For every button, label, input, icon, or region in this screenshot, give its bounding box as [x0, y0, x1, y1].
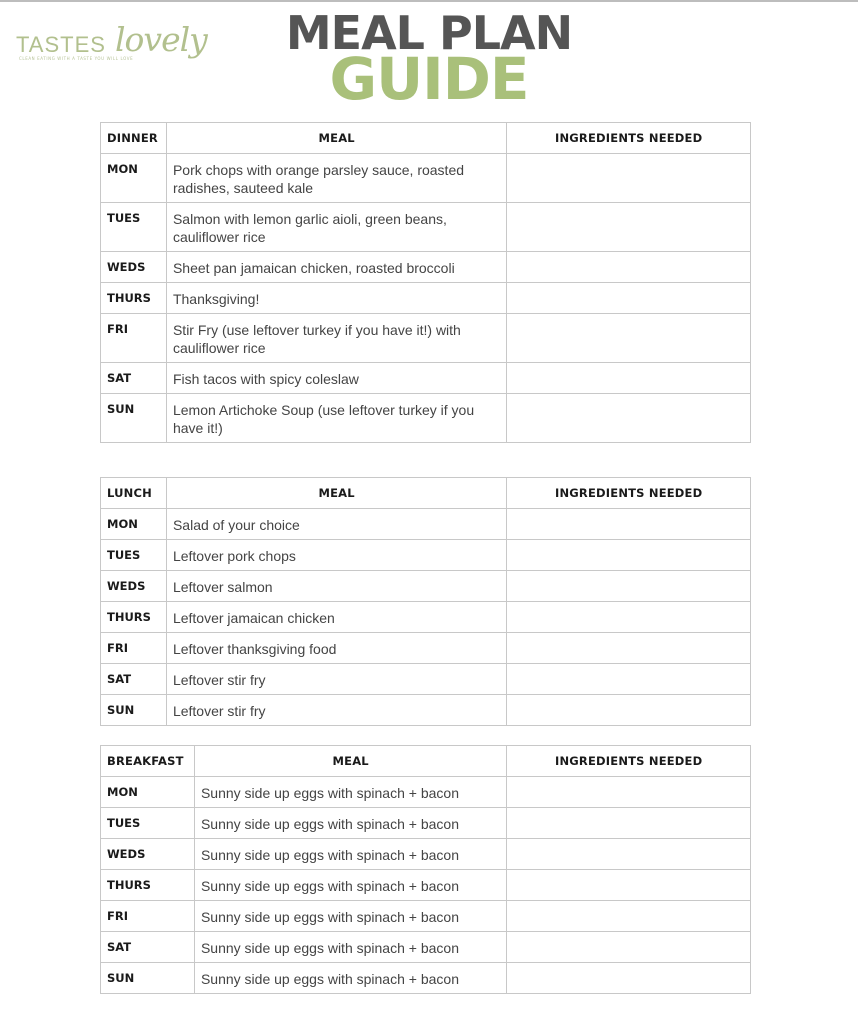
meal-column-header: MEAL — [194, 746, 506, 777]
meal-cell: Sunny side up eggs with spinach + bacon — [194, 963, 506, 994]
day-cell: FRI — [101, 633, 167, 664]
logo-tagline: CLEAN EATING WITH A TASTE YOU WILL LOVE — [19, 56, 134, 61]
table-row — [101, 203, 751, 252]
dinner-table-body — [101, 154, 751, 443]
table-row — [101, 314, 751, 363]
ingredients-cell[interactable] — [507, 509, 751, 540]
ingredients-cell[interactable] — [507, 664, 751, 695]
day-cell: TUES — [101, 808, 195, 839]
lunch-section-label: LUNCH — [101, 478, 167, 509]
meal-cell: Sheet pan jamaican chicken, roasted broccoli — [166, 252, 506, 283]
ingredients-cell[interactable] — [507, 283, 751, 314]
table-row — [101, 695, 751, 726]
ingredients-cell[interactable] — [507, 394, 751, 443]
breakfast-table-body — [101, 777, 751, 994]
day-cell: WEDS — [101, 839, 195, 870]
day-cell: THURS — [101, 870, 195, 901]
day-cell: FRI — [101, 901, 195, 932]
ingredients-cell[interactable] — [507, 808, 751, 839]
meal-cell: Leftover stir fry — [166, 664, 506, 695]
day-cell: TUES — [101, 540, 167, 571]
table-row — [101, 154, 751, 203]
table-row — [101, 839, 751, 870]
day-cell: SUN — [101, 394, 167, 443]
ingredients-column-header: INGREDIENTS NEEDED — [507, 746, 751, 777]
ingredients-cell[interactable] — [507, 571, 751, 602]
table-row — [101, 509, 751, 540]
meal-cell: Salad of your choice — [166, 509, 506, 540]
meal-cell: Lemon Artichoke Soup (use leftover turkey if you have it!) — [166, 394, 506, 443]
table-row — [101, 602, 751, 633]
table-row — [101, 363, 751, 394]
meal-column-header: MEAL — [166, 478, 506, 509]
table-row — [101, 870, 751, 901]
day-cell: WEDS — [101, 571, 167, 602]
ingredients-cell[interactable] — [507, 870, 751, 901]
meal-cell: Leftover thanksgiving food — [166, 633, 506, 664]
table-row — [101, 901, 751, 932]
page-title-line2: GUIDE — [329, 45, 529, 113]
meal-cell: Leftover stir fry — [166, 695, 506, 726]
lunch-table-body — [101, 509, 751, 726]
day-cell: FRI — [101, 314, 167, 363]
table-header-row — [101, 123, 751, 154]
meal-cell: Thanksgiving! — [166, 283, 506, 314]
lunch-table — [100, 477, 751, 726]
table-row — [101, 963, 751, 994]
ingredients-cell[interactable] — [507, 540, 751, 571]
day-cell: SUN — [101, 963, 195, 994]
day-cell: MON — [101, 509, 167, 540]
day-cell: MON — [101, 154, 167, 203]
ingredients-column-header: INGREDIENTS NEEDED — [507, 123, 751, 154]
ingredients-column-header: INGREDIENTS NEEDED — [507, 478, 751, 509]
logo-word-tastes: TASTES — [16, 32, 106, 57]
meal-cell: Fish tacos with spicy coleslaw — [166, 363, 506, 394]
table-header-row — [101, 478, 751, 509]
day-cell: WEDS — [101, 252, 167, 283]
table-row — [101, 540, 751, 571]
meal-cell: Leftover pork chops — [166, 540, 506, 571]
table-row — [101, 252, 751, 283]
page-title-line1: MEAL PLAN — [285, 6, 573, 60]
meal-cell: Sunny side up eggs with spinach + bacon — [194, 901, 506, 932]
ingredients-cell[interactable] — [507, 252, 751, 283]
meal-cell: Leftover jamaican chicken — [166, 602, 506, 633]
day-cell: THURS — [101, 283, 167, 314]
ingredients-cell[interactable] — [507, 363, 751, 394]
table-row — [101, 664, 751, 695]
day-cell: THURS — [101, 602, 167, 633]
table-row — [101, 571, 751, 602]
meal-column-header: MEAL — [166, 123, 506, 154]
ingredients-cell[interactable] — [507, 932, 751, 963]
ingredients-cell[interactable] — [507, 314, 751, 363]
breakfast-section-label: BREAKFAST — [101, 746, 195, 777]
top-divider — [0, 0, 858, 2]
ingredients-cell[interactable] — [507, 633, 751, 664]
ingredients-cell[interactable] — [507, 602, 751, 633]
table-row — [101, 394, 751, 443]
table-row — [101, 633, 751, 664]
day-cell: SAT — [101, 932, 195, 963]
table-row — [101, 932, 751, 963]
dinner-section-label: DINNER — [101, 123, 167, 154]
table-header-row — [101, 746, 751, 777]
ingredients-cell[interactable] — [507, 839, 751, 870]
meal-cell: Sunny side up eggs with spinach + bacon — [194, 808, 506, 839]
ingredients-cell[interactable] — [507, 203, 751, 252]
logo-word-lovely: lovely — [115, 20, 207, 59]
ingredients-cell[interactable] — [507, 963, 751, 994]
meal-cell: Leftover salmon — [166, 571, 506, 602]
day-cell: SAT — [101, 664, 167, 695]
meal-cell: Sunny side up eggs with spinach + bacon — [194, 777, 506, 808]
ingredients-cell[interactable] — [507, 901, 751, 932]
table-row — [101, 283, 751, 314]
meal-cell: Stir Fry (use leftover turkey if you have it!) with cauliflower rice — [166, 314, 506, 363]
ingredients-cell[interactable] — [507, 695, 751, 726]
ingredients-cell[interactable] — [507, 154, 751, 203]
meal-cell: Sunny side up eggs with spinach + bacon — [194, 932, 506, 963]
table-row — [101, 808, 751, 839]
breakfast-table — [100, 745, 751, 994]
meal-cell: Salmon with lemon garlic aioli, green beans, cauliflower rice — [166, 203, 506, 252]
dinner-table — [100, 122, 751, 443]
table-row — [101, 777, 751, 808]
meal-cell: Sunny side up eggs with spinach + bacon — [194, 839, 506, 870]
day-cell: MON — [101, 777, 195, 808]
ingredients-cell[interactable] — [507, 777, 751, 808]
day-cell: TUES — [101, 203, 167, 252]
meal-cell: Pork chops with orange parsley sauce, roasted radishes, sauteed kale — [166, 154, 506, 203]
day-cell: SAT — [101, 363, 167, 394]
day-cell: SUN — [101, 695, 167, 726]
meal-cell: Sunny side up eggs with spinach + bacon — [194, 870, 506, 901]
